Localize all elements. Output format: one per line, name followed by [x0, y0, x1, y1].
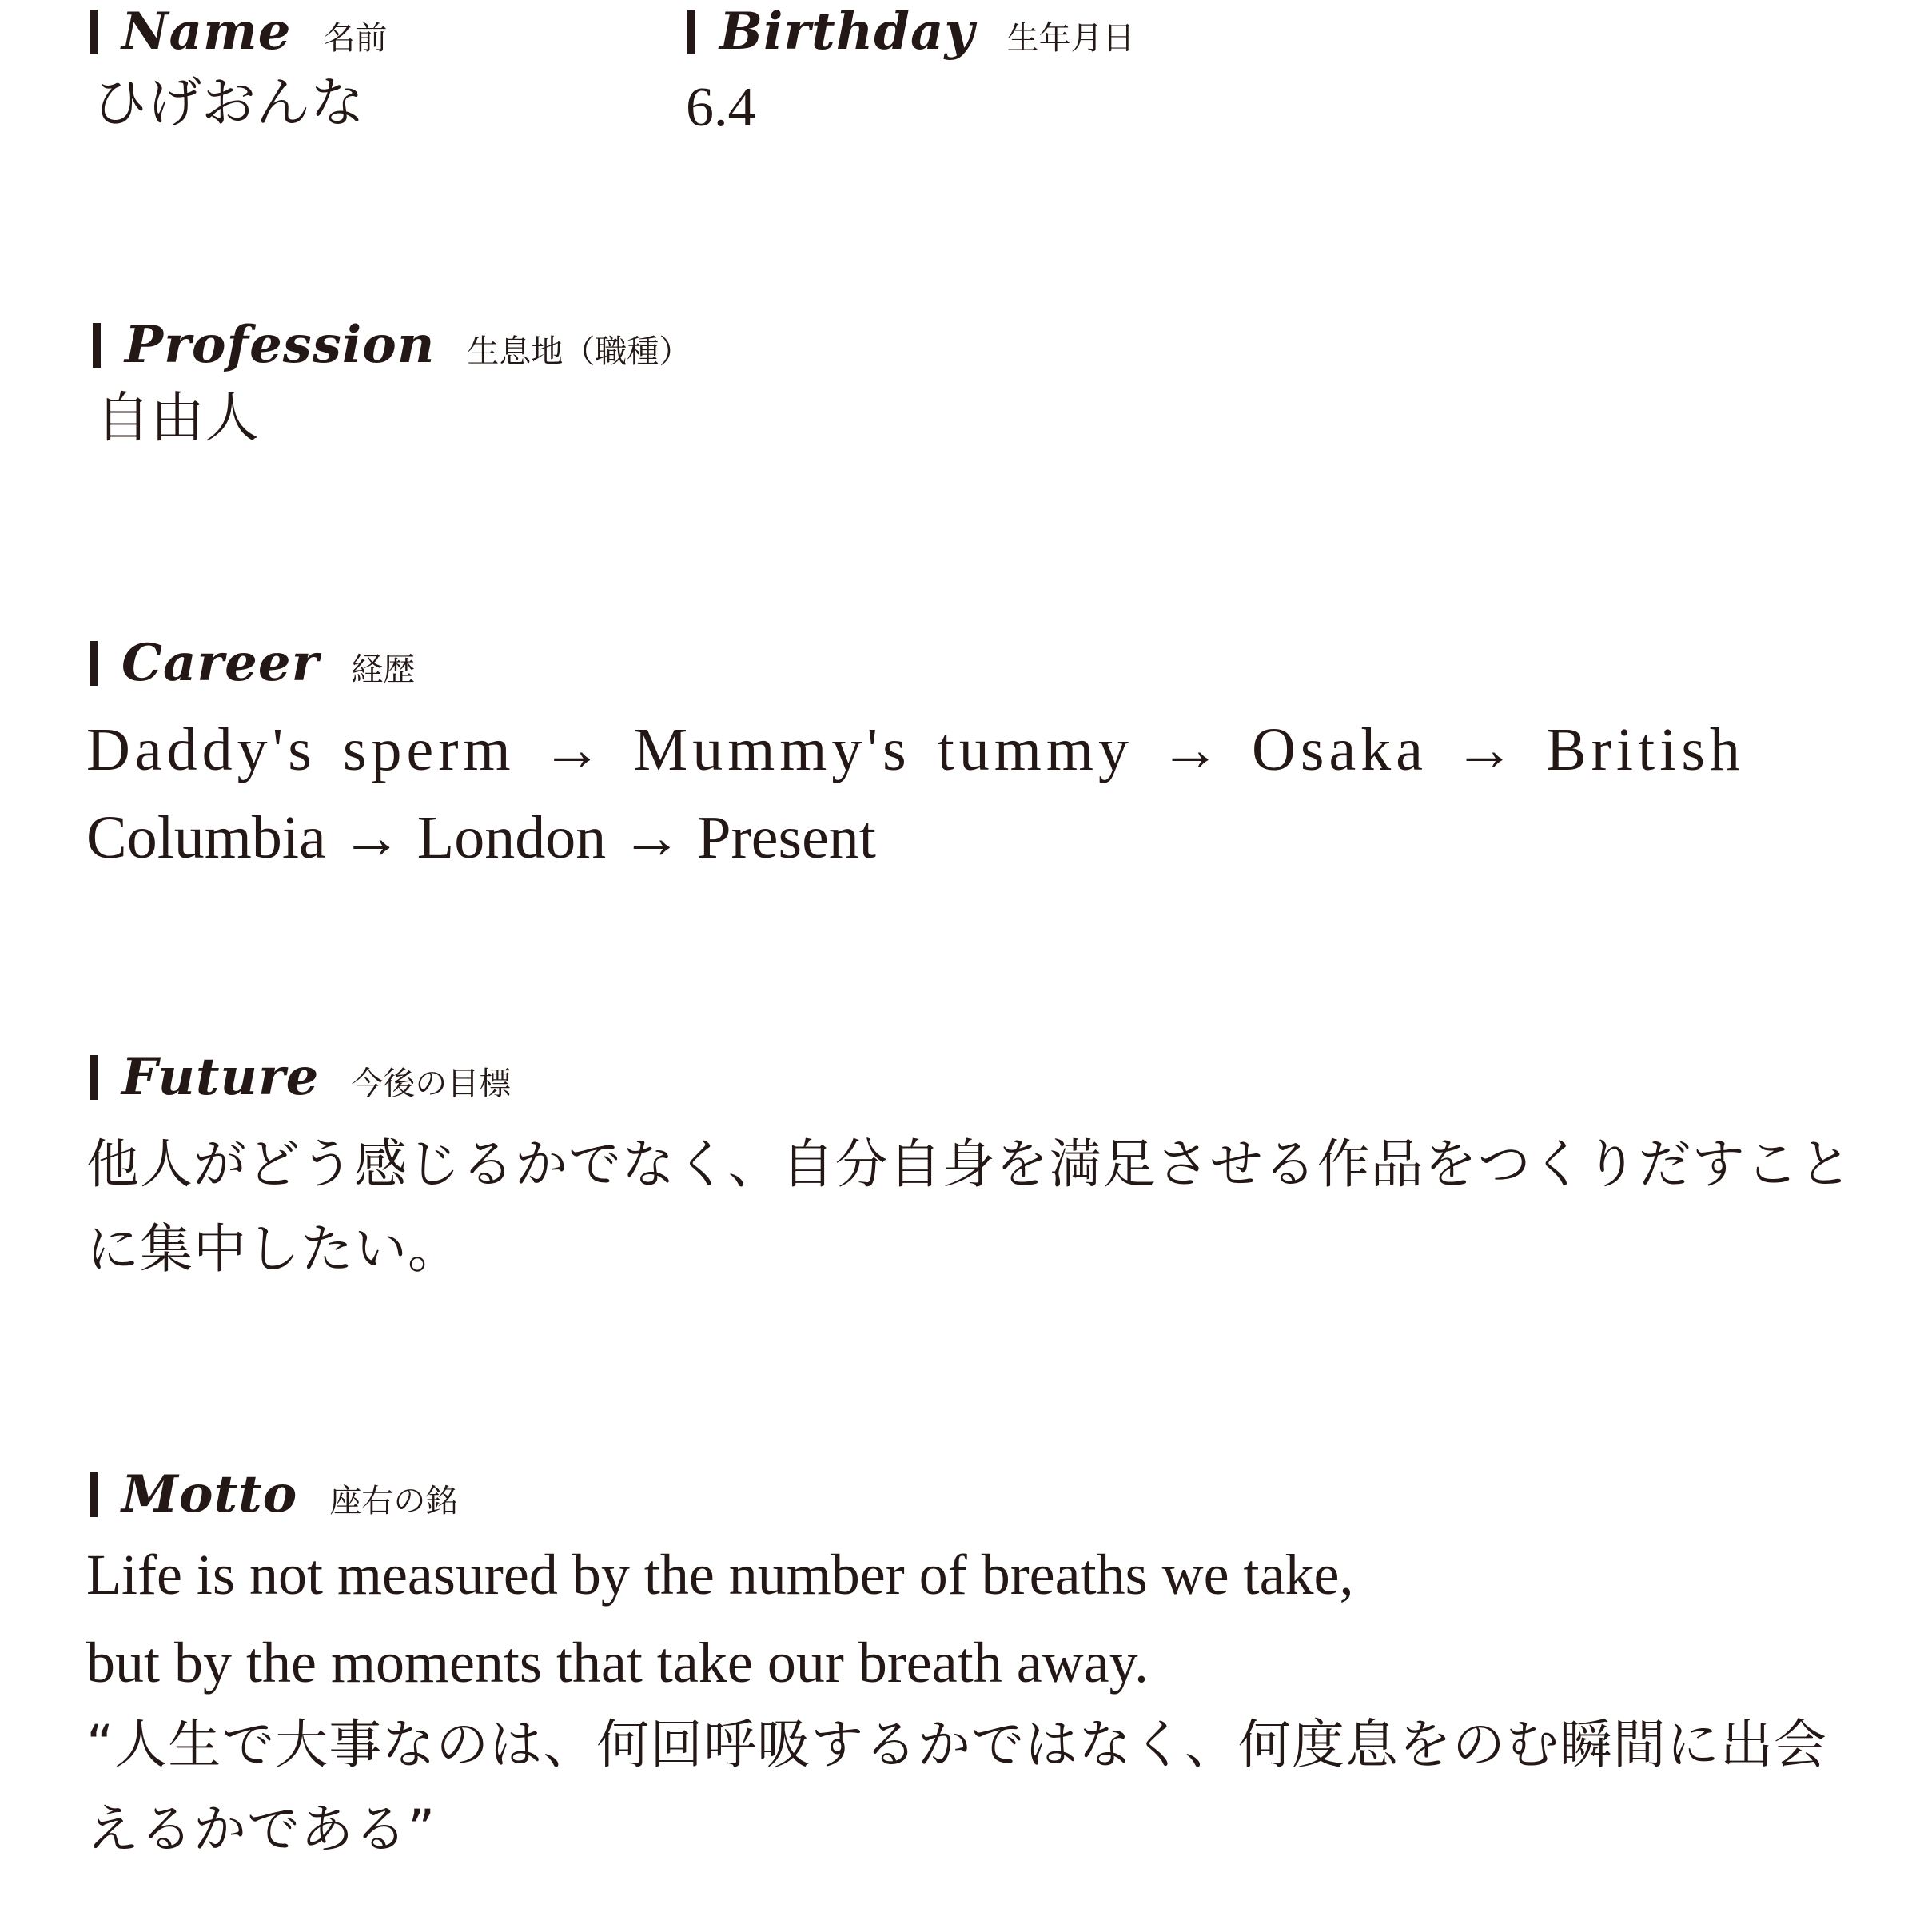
profession-label-ja: 生息地（職種）	[467, 333, 691, 370]
motto-label-en: Motto	[121, 1464, 298, 1524]
future-label-en: Future	[121, 1047, 320, 1107]
future-line-2: に集中したい。	[86, 1218, 461, 1280]
profession-label-en: Profession	[125, 315, 436, 375]
motto-label-row	[90, 1464, 458, 1524]
future-label-ja: 今後の目標	[351, 1066, 512, 1102]
birthday-label-en: Birthday	[719, 2, 975, 62]
profession-label-bar	[93, 323, 101, 368]
birthday-label-bar	[687, 10, 695, 54]
motto-ja-line-1: “人生で大事なのは、何回呼吸するかではなく、何度息をのむ瞬間に出会	[86, 1714, 1827, 1775]
motto-en-line-2: but by the moments that take our breath away.	[86, 1631, 1149, 1695]
name-label-row	[90, 2, 388, 62]
career-label-row	[90, 633, 416, 693]
motto-en-line-1: Life is not measured by the number of breaths we take,	[86, 1543, 1354, 1607]
career-line-2: Columbia → London → Present	[86, 804, 876, 871]
motto-label-ja: 座右の銘	[329, 1483, 458, 1520]
future-line-1: 他人がどう感じるかでなく、自分自身を満足させる作品をつくりだすこと	[86, 1133, 1853, 1195]
profession-value: 自由人	[96, 387, 260, 450]
name-label-ja: 名前	[323, 20, 388, 57]
name-value: ひげおんな	[93, 72, 365, 135]
future-label-row	[90, 1047, 512, 1107]
name-label-bar	[90, 10, 98, 54]
career-label-bar	[90, 641, 98, 686]
career-label-ja: 経歴	[351, 651, 416, 688]
birthday-label-row	[687, 2, 1135, 62]
birthday-value: 6.4	[686, 77, 756, 138]
profession-label-row	[93, 315, 691, 375]
motto-label-bar	[90, 1472, 98, 1517]
career-label-en: Career	[121, 633, 320, 693]
birthday-label-ja: 生年月日	[1006, 20, 1135, 57]
motto-ja-line-2: えるかである”	[86, 1798, 436, 1860]
career-line-1: Daddy's sperm → Mummy's tummy → Osaka → British	[86, 716, 1745, 783]
name-label-en: Name	[121, 2, 292, 62]
future-label-bar	[90, 1055, 98, 1100]
